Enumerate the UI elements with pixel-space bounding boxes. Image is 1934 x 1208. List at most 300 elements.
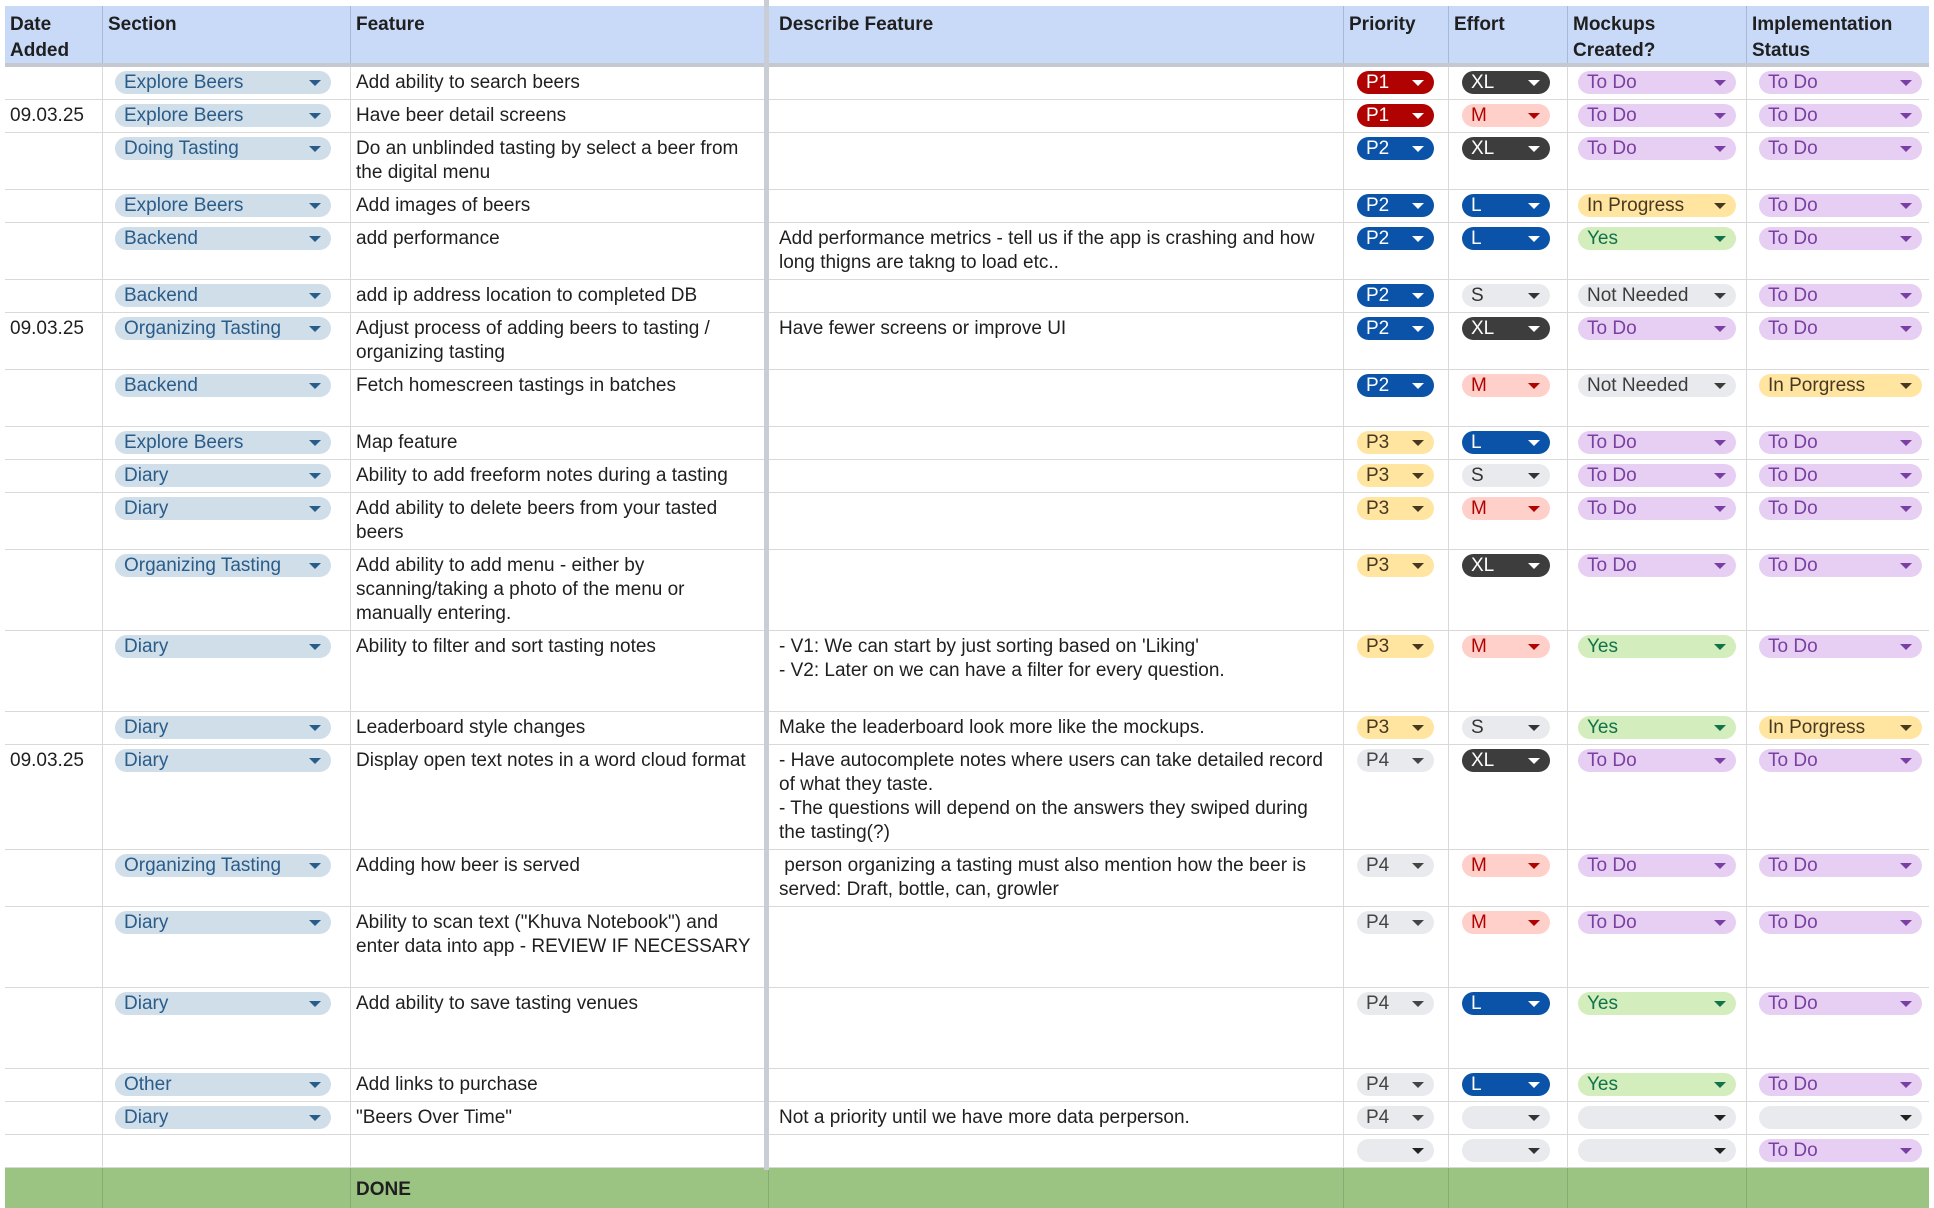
done-cell-section[interactable] (103, 1168, 351, 1208)
dropdown-arrow-icon[interactable] (1528, 758, 1540, 764)
status-dropdown-chip[interactable] (1759, 1106, 1922, 1129)
describe-cell[interactable] (774, 133, 1344, 189)
mockups-cell[interactable] (1568, 280, 1747, 312)
date-cell[interactable] (5, 631, 103, 711)
date-cell[interactable] (5, 493, 103, 549)
feature-cell[interactable] (351, 100, 769, 132)
dropdown-arrow-icon[interactable] (309, 440, 321, 446)
effort-cell[interactable] (1449, 631, 1568, 711)
dropdown-arrow-icon[interactable] (1900, 563, 1912, 569)
header-effort[interactable]: Effort (1449, 6, 1568, 63)
section-dropdown-chip[interactable] (115, 911, 331, 934)
priority-cell[interactable] (1344, 493, 1449, 549)
header-feature[interactable]: Feature (351, 6, 769, 63)
effort-dropdown-chip[interactable] (1462, 464, 1550, 487)
mockups-cell[interactable] (1568, 190, 1747, 222)
header-mockups-created[interactable]: Mockups Created? (1568, 6, 1747, 63)
priority-cell[interactable] (1344, 370, 1449, 426)
dropdown-arrow-icon[interactable] (1900, 863, 1912, 869)
status-cell[interactable] (1747, 190, 1929, 222)
status-dropdown-chip[interactable] (1759, 227, 1922, 250)
dropdown-arrow-icon[interactable] (1412, 563, 1424, 569)
priority-dropdown-chip[interactable] (1357, 554, 1434, 577)
status-dropdown-chip[interactable] (1759, 497, 1922, 520)
dropdown-arrow-icon[interactable] (1900, 758, 1912, 764)
priority-dropdown-chip[interactable] (1357, 1106, 1434, 1129)
feature-cell[interactable] (351, 1102, 769, 1134)
section-cell[interactable] (103, 100, 351, 132)
effort-dropdown-chip[interactable] (1462, 554, 1550, 577)
dropdown-arrow-icon[interactable] (1528, 80, 1540, 86)
dropdown-arrow-icon[interactable] (1412, 863, 1424, 869)
status-cell[interactable] (1747, 907, 1929, 987)
dropdown-arrow-icon[interactable] (1412, 236, 1424, 242)
priority-dropdown-chip[interactable] (1357, 194, 1434, 217)
mockups-dropdown-chip[interactable] (1578, 911, 1736, 934)
mockups-cell[interactable] (1568, 427, 1747, 459)
status-cell[interactable] (1747, 313, 1929, 369)
section-dropdown-chip[interactable] (115, 137, 331, 160)
dropdown-arrow-icon[interactable] (1714, 563, 1726, 569)
done-cell-mockups[interactable] (1568, 1168, 1747, 1208)
dropdown-arrow-icon[interactable] (1412, 203, 1424, 209)
describe-cell[interactable] (774, 427, 1344, 459)
dropdown-arrow-icon[interactable] (1714, 1148, 1726, 1154)
dropdown-arrow-icon[interactable] (1528, 236, 1540, 242)
section-cell[interactable] (103, 280, 351, 312)
feature-cell[interactable] (351, 313, 769, 369)
priority-cell[interactable] (1344, 460, 1449, 492)
status-cell[interactable] (1747, 427, 1929, 459)
header-section[interactable]: Section (103, 6, 351, 63)
describe-cell[interactable] (774, 631, 1344, 711)
mockups-cell[interactable] (1568, 850, 1747, 906)
section-cell[interactable] (103, 1135, 351, 1167)
mockups-dropdown-chip[interactable] (1578, 992, 1736, 1015)
dropdown-arrow-icon[interactable] (1412, 1001, 1424, 1007)
dropdown-arrow-icon[interactable] (1900, 473, 1912, 479)
dropdown-arrow-icon[interactable] (1714, 920, 1726, 926)
date-cell[interactable] (5, 1102, 103, 1134)
status-dropdown-chip[interactable] (1759, 749, 1922, 772)
describe-cell[interactable] (774, 1102, 1344, 1134)
describe-cell[interactable] (774, 850, 1344, 906)
section-dropdown-chip[interactable] (115, 992, 331, 1015)
priority-cell[interactable] (1344, 550, 1449, 630)
dropdown-arrow-icon[interactable] (1412, 920, 1424, 926)
done-cell-status[interactable] (1747, 1168, 1929, 1208)
dropdown-arrow-icon[interactable] (1412, 473, 1424, 479)
priority-cell[interactable] (1344, 988, 1449, 1068)
mockups-dropdown-chip[interactable] (1578, 1106, 1736, 1129)
effort-dropdown-chip[interactable] (1462, 137, 1550, 160)
dropdown-arrow-icon[interactable] (1900, 236, 1912, 242)
describe-cell[interactable] (774, 280, 1344, 312)
dropdown-arrow-icon[interactable] (1714, 113, 1726, 119)
dropdown-arrow-icon[interactable] (1528, 293, 1540, 299)
section-cell[interactable] (103, 370, 351, 426)
mockups-dropdown-chip[interactable] (1578, 431, 1736, 454)
section-cell[interactable] (103, 460, 351, 492)
effort-dropdown-chip[interactable] (1462, 716, 1550, 739)
dropdown-arrow-icon[interactable] (1528, 563, 1540, 569)
effort-cell[interactable] (1449, 1102, 1568, 1134)
dropdown-arrow-icon[interactable] (1900, 1001, 1912, 1007)
dropdown-arrow-icon[interactable] (309, 383, 321, 389)
feature-cell[interactable] (351, 493, 769, 549)
status-cell[interactable] (1747, 550, 1929, 630)
date-cell[interactable] (5, 427, 103, 459)
status-dropdown-chip[interactable] (1759, 635, 1922, 658)
done-cell-priority[interactable] (1344, 1168, 1449, 1208)
dropdown-arrow-icon[interactable] (1900, 1115, 1912, 1121)
mockups-cell[interactable] (1568, 493, 1747, 549)
feature-cell[interactable] (351, 550, 769, 630)
effort-dropdown-chip[interactable] (1462, 284, 1550, 307)
status-dropdown-chip[interactable] (1759, 911, 1922, 934)
dropdown-arrow-icon[interactable] (309, 80, 321, 86)
section-cell[interactable] (103, 223, 351, 279)
mockups-cell[interactable] (1568, 1102, 1747, 1134)
effort-dropdown-chip[interactable] (1462, 1073, 1550, 1096)
dropdown-arrow-icon[interactable] (1714, 1082, 1726, 1088)
dropdown-arrow-icon[interactable] (309, 203, 321, 209)
dropdown-arrow-icon[interactable] (1528, 146, 1540, 152)
section-cell[interactable] (103, 1069, 351, 1101)
describe-cell[interactable] (774, 712, 1344, 744)
header-implementation-status[interactable]: Implementation Status (1752, 14, 1893, 61)
dropdown-arrow-icon[interactable] (309, 644, 321, 650)
effort-cell[interactable] (1449, 313, 1568, 369)
section-cell[interactable] (103, 712, 351, 744)
dropdown-arrow-icon[interactable] (1528, 203, 1540, 209)
mockups-cell[interactable] (1568, 370, 1747, 426)
status-cell[interactable] (1747, 223, 1929, 279)
effort-cell[interactable] (1449, 190, 1568, 222)
mockups-cell[interactable] (1568, 631, 1747, 711)
describe-cell[interactable] (774, 100, 1344, 132)
feature-cell[interactable] (351, 67, 769, 99)
effort-cell[interactable] (1449, 280, 1568, 312)
feature-cell[interactable] (351, 1135, 769, 1167)
mockups-cell[interactable] (1568, 550, 1747, 630)
frozen-column-divider[interactable] (764, 0, 769, 1170)
priority-cell[interactable] (1344, 1069, 1449, 1101)
dropdown-arrow-icon[interactable] (1528, 920, 1540, 926)
describe-cell[interactable] (774, 550, 1344, 630)
section-cell[interactable] (103, 493, 351, 549)
mockups-cell[interactable] (1568, 223, 1747, 279)
status-cell[interactable] (1747, 745, 1929, 849)
effort-cell[interactable] (1449, 988, 1568, 1068)
describe-cell[interactable] (774, 988, 1344, 1068)
done-label[interactable]: DONE (351, 1168, 769, 1208)
date-cell[interactable] (5, 850, 103, 906)
dropdown-arrow-icon[interactable] (1900, 293, 1912, 299)
dropdown-arrow-icon[interactable] (1900, 80, 1912, 86)
dropdown-arrow-icon[interactable] (1714, 1115, 1726, 1121)
feature-cell[interactable] (351, 631, 769, 711)
dropdown-arrow-icon[interactable] (1900, 383, 1912, 389)
section-cell[interactable] (103, 988, 351, 1068)
mockups-dropdown-chip[interactable] (1578, 227, 1736, 250)
priority-dropdown-chip[interactable] (1357, 104, 1434, 127)
priority-dropdown-chip[interactable] (1357, 716, 1434, 739)
section-dropdown-chip[interactable] (115, 554, 331, 577)
section-cell[interactable] (103, 313, 351, 369)
dropdown-arrow-icon[interactable] (1900, 146, 1912, 152)
status-dropdown-chip[interactable] (1759, 854, 1922, 877)
priority-cell[interactable] (1344, 223, 1449, 279)
status-dropdown-chip[interactable] (1759, 431, 1922, 454)
effort-cell[interactable] (1449, 1069, 1568, 1101)
status-dropdown-chip[interactable] (1759, 992, 1922, 1015)
mockups-cell[interactable] (1568, 712, 1747, 744)
mockups-dropdown-chip[interactable] (1578, 554, 1736, 577)
mockups-dropdown-chip[interactable] (1578, 104, 1736, 127)
status-dropdown-chip[interactable] (1759, 104, 1922, 127)
effort-cell[interactable] (1449, 850, 1568, 906)
feature-cell[interactable] (351, 850, 769, 906)
date-cell[interactable] (5, 223, 103, 279)
section-cell[interactable] (103, 427, 351, 459)
effort-cell[interactable] (1449, 712, 1568, 744)
priority-cell[interactable] (1344, 712, 1449, 744)
mockups-cell[interactable] (1568, 460, 1747, 492)
mockups-cell[interactable] (1568, 1069, 1747, 1101)
status-cell[interactable] (1747, 280, 1929, 312)
mockups-dropdown-chip[interactable] (1578, 284, 1736, 307)
feature-cell[interactable] (351, 133, 769, 189)
section-dropdown-chip[interactable] (115, 497, 331, 520)
dropdown-arrow-icon[interactable] (1900, 203, 1912, 209)
effort-cell[interactable] (1449, 493, 1568, 549)
mockups-dropdown-chip[interactable] (1578, 716, 1736, 739)
priority-dropdown-chip[interactable] (1357, 137, 1434, 160)
section-dropdown-chip[interactable] (115, 1073, 331, 1096)
describe-cell[interactable] (774, 223, 1344, 279)
section-cell[interactable] (103, 67, 351, 99)
section-cell[interactable] (103, 190, 351, 222)
section-cell[interactable] (103, 850, 351, 906)
describe-cell[interactable] (774, 493, 1344, 549)
mockups-dropdown-chip[interactable] (1578, 374, 1736, 397)
mockups-dropdown-chip[interactable] (1578, 1139, 1736, 1162)
dropdown-arrow-icon[interactable] (309, 326, 321, 332)
priority-cell[interactable] (1344, 190, 1449, 222)
dropdown-arrow-icon[interactable] (1714, 440, 1726, 446)
feature-cell[interactable] (351, 280, 769, 312)
priority-cell[interactable] (1344, 1102, 1449, 1134)
date-cell[interactable] (5, 190, 103, 222)
priority-cell[interactable] (1344, 631, 1449, 711)
priority-dropdown-chip[interactable] (1357, 911, 1434, 934)
mockups-cell[interactable] (1568, 313, 1747, 369)
dropdown-arrow-icon[interactable] (309, 146, 321, 152)
mockups-cell[interactable] (1568, 133, 1747, 189)
dropdown-arrow-icon[interactable] (1900, 1148, 1912, 1154)
feature-cell[interactable] (351, 370, 769, 426)
status-dropdown-chip[interactable] (1759, 554, 1922, 577)
priority-dropdown-chip[interactable] (1357, 854, 1434, 877)
mockups-cell[interactable] (1568, 67, 1747, 99)
effort-dropdown-chip[interactable] (1462, 854, 1550, 877)
dropdown-arrow-icon[interactable] (1714, 1001, 1726, 1007)
section-dropdown-chip[interactable] (115, 227, 331, 250)
date-cell[interactable] (5, 1135, 103, 1167)
status-dropdown-chip[interactable] (1759, 374, 1922, 397)
status-dropdown-chip[interactable] (1759, 317, 1922, 340)
priority-cell[interactable] (1344, 745, 1449, 849)
dropdown-arrow-icon[interactable] (1714, 326, 1726, 332)
section-dropdown-chip[interactable] (115, 71, 331, 94)
dropdown-arrow-icon[interactable] (1528, 326, 1540, 332)
feature-cell[interactable] (351, 988, 769, 1068)
mockups-cell[interactable] (1568, 745, 1747, 849)
dropdown-arrow-icon[interactable] (1714, 203, 1726, 209)
section-dropdown-chip[interactable] (115, 374, 331, 397)
priority-cell[interactable] (1344, 1135, 1449, 1167)
section-dropdown-chip[interactable] (115, 104, 331, 127)
dropdown-arrow-icon[interactable] (1412, 758, 1424, 764)
dropdown-arrow-icon[interactable] (1528, 383, 1540, 389)
date-cell[interactable] (5, 988, 103, 1068)
status-dropdown-chip[interactable] (1759, 1073, 1922, 1096)
section-dropdown-chip[interactable] (115, 716, 331, 739)
dropdown-arrow-icon[interactable] (309, 863, 321, 869)
describe-cell[interactable] (774, 1069, 1344, 1101)
effort-dropdown-chip[interactable] (1462, 749, 1550, 772)
dropdown-arrow-icon[interactable] (1528, 644, 1540, 650)
done-cell-effort[interactable] (1449, 1168, 1568, 1208)
dropdown-arrow-icon[interactable] (309, 1082, 321, 1088)
dropdown-arrow-icon[interactable] (1900, 506, 1912, 512)
section-dropdown-chip[interactable] (115, 635, 331, 658)
dropdown-arrow-icon[interactable] (1412, 644, 1424, 650)
dropdown-arrow-icon[interactable] (309, 758, 321, 764)
effort-dropdown-chip[interactable] (1462, 104, 1550, 127)
dropdown-arrow-icon[interactable] (1900, 113, 1912, 119)
mockups-dropdown-chip[interactable] (1578, 194, 1736, 217)
dropdown-arrow-icon[interactable] (1528, 1001, 1540, 1007)
dropdown-arrow-icon[interactable] (1714, 146, 1726, 152)
section-cell[interactable] (103, 550, 351, 630)
feature-cell[interactable] (351, 1069, 769, 1101)
section-dropdown-chip[interactable] (115, 749, 331, 772)
status-cell[interactable] (1747, 370, 1929, 426)
dropdown-arrow-icon[interactable] (1412, 293, 1424, 299)
dropdown-arrow-icon[interactable] (1528, 506, 1540, 512)
dropdown-arrow-icon[interactable] (1528, 1082, 1540, 1088)
mockups-dropdown-chip[interactable] (1578, 497, 1736, 520)
date-cell[interactable] (5, 712, 103, 744)
dropdown-arrow-icon[interactable] (1412, 506, 1424, 512)
dropdown-arrow-icon[interactable] (1714, 644, 1726, 650)
header-priority[interactable]: Priority (1344, 6, 1449, 63)
effort-cell[interactable] (1449, 223, 1568, 279)
priority-cell[interactable] (1344, 133, 1449, 189)
status-dropdown-chip[interactable] (1759, 1139, 1922, 1162)
dropdown-arrow-icon[interactable] (1900, 644, 1912, 650)
dropdown-arrow-icon[interactable] (1528, 113, 1540, 119)
effort-cell[interactable] (1449, 745, 1568, 849)
effort-dropdown-chip[interactable] (1462, 992, 1550, 1015)
status-dropdown-chip[interactable] (1759, 71, 1922, 94)
effort-cell[interactable] (1449, 67, 1568, 99)
status-cell[interactable] (1747, 460, 1929, 492)
effort-dropdown-chip[interactable] (1462, 374, 1550, 397)
effort-dropdown-chip[interactable] (1462, 194, 1550, 217)
priority-cell[interactable] (1344, 280, 1449, 312)
dropdown-arrow-icon[interactable] (1528, 1115, 1540, 1121)
done-cell-date[interactable] (5, 1168, 103, 1208)
dropdown-arrow-icon[interactable] (1528, 725, 1540, 731)
dropdown-arrow-icon[interactable] (1412, 146, 1424, 152)
dropdown-arrow-icon[interactable] (1714, 725, 1726, 731)
date-cell[interactable] (5, 460, 103, 492)
section-dropdown-chip[interactable] (115, 317, 331, 340)
status-cell[interactable] (1747, 133, 1929, 189)
priority-dropdown-chip[interactable] (1357, 317, 1434, 340)
section-dropdown-chip[interactable] (115, 194, 331, 217)
describe-cell[interactable] (774, 370, 1344, 426)
describe-cell[interactable] (774, 460, 1344, 492)
dropdown-arrow-icon[interactable] (309, 113, 321, 119)
priority-cell[interactable] (1344, 67, 1449, 99)
header-date-added[interactable]: Date Added (5, 6, 103, 63)
priority-dropdown-chip[interactable] (1357, 1073, 1434, 1096)
priority-cell[interactable] (1344, 850, 1449, 906)
describe-cell[interactable] (774, 313, 1344, 369)
dropdown-arrow-icon[interactable] (1900, 440, 1912, 446)
priority-dropdown-chip[interactable] (1357, 992, 1434, 1015)
priority-cell[interactable] (1344, 313, 1449, 369)
effort-dropdown-chip[interactable] (1462, 1139, 1550, 1162)
section-cell[interactable] (103, 631, 351, 711)
status-cell[interactable] (1747, 67, 1929, 99)
dropdown-arrow-icon[interactable] (1412, 1115, 1424, 1121)
section-cell[interactable] (103, 133, 351, 189)
effort-cell[interactable] (1449, 133, 1568, 189)
dropdown-arrow-icon[interactable] (309, 506, 321, 512)
status-cell[interactable] (1747, 712, 1929, 744)
dropdown-arrow-icon[interactable] (1714, 236, 1726, 242)
status-cell[interactable] (1747, 100, 1929, 132)
dropdown-arrow-icon[interactable] (1714, 293, 1726, 299)
dropdown-arrow-icon[interactable] (309, 473, 321, 479)
priority-dropdown-chip[interactable] (1357, 635, 1434, 658)
section-dropdown-chip[interactable] (115, 854, 331, 877)
date-cell[interactable] (5, 133, 103, 189)
dropdown-arrow-icon[interactable] (309, 293, 321, 299)
dropdown-arrow-icon[interactable] (1900, 725, 1912, 731)
priority-dropdown-chip[interactable] (1357, 464, 1434, 487)
status-cell[interactable] (1747, 850, 1929, 906)
effort-dropdown-chip[interactable] (1462, 497, 1550, 520)
header-describe-feature[interactable]: Describe Feature (774, 6, 1344, 63)
effort-dropdown-chip[interactable] (1462, 911, 1550, 934)
priority-dropdown-chip[interactable] (1357, 284, 1434, 307)
effort-cell[interactable] (1449, 460, 1568, 492)
mockups-dropdown-chip[interactable] (1578, 71, 1736, 94)
dropdown-arrow-icon[interactable] (309, 725, 321, 731)
mockups-cell[interactable] (1568, 907, 1747, 987)
priority-dropdown-chip[interactable] (1357, 374, 1434, 397)
done-cell-describe[interactable] (774, 1168, 1344, 1208)
section-dropdown-chip[interactable] (115, 464, 331, 487)
date-cell[interactable] (5, 313, 103, 369)
dropdown-arrow-icon[interactable] (1412, 383, 1424, 389)
